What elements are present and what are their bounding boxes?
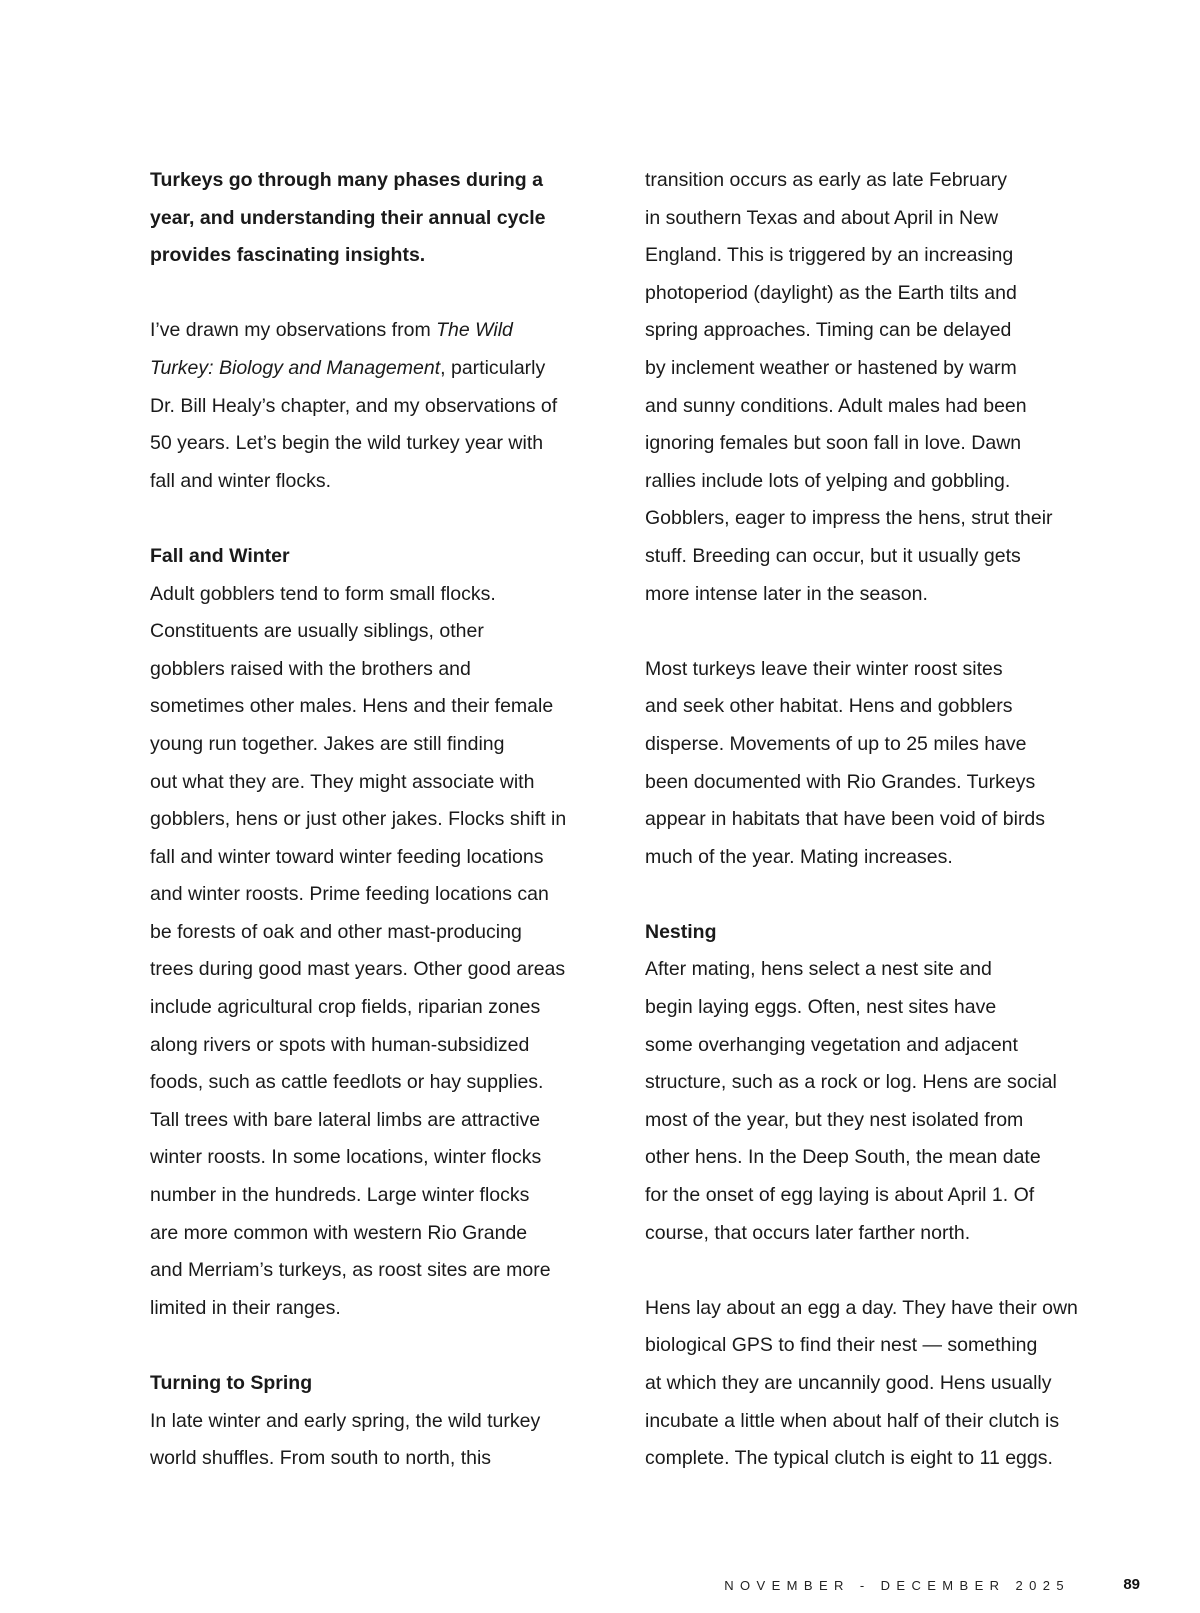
book-title-part-1: The Wild bbox=[436, 319, 513, 342]
text-line: stuff. Breeding can occur, but it usually gets bbox=[645, 544, 1021, 567]
text-line: limited in their ranges. bbox=[150, 1296, 341, 1319]
text-line: in southern Texas and about April in New bbox=[645, 206, 999, 229]
issue-date: NOVEMBER - DECEMBER 2025 bbox=[724, 1578, 1070, 1593]
text-line: most of the year, but they nest isolated from bbox=[645, 1108, 1024, 1131]
text-line: year, and understanding their annual cycle bbox=[150, 206, 546, 229]
source-line-1: I’ve drawn my observations from The Wild bbox=[150, 319, 513, 342]
source-line-2: Turkey: Biology and Management, particularly bbox=[150, 356, 546, 379]
fall-winter-heading: Fall and Winter bbox=[150, 544, 290, 567]
text-line: transition occurs as early as late February bbox=[645, 169, 1007, 191]
text-line: been documented with Rio Grandes. Turkeys bbox=[645, 770, 1036, 793]
page-footer bbox=[0, 1576, 1200, 1600]
text-line: 50 years. Let’s begin the wild turkey year with bbox=[150, 432, 544, 455]
text-line: out what they are. They might associate with bbox=[150, 770, 535, 793]
text-line: Turkeys go through many phases during a bbox=[150, 169, 543, 191]
text-line: appear in habitats that have been void of birds bbox=[645, 808, 1046, 831]
text-line: world shuffles. From south to north, this bbox=[150, 1447, 492, 1470]
text-line: by inclement weather or hastened by warm bbox=[645, 356, 1017, 379]
turning-spring-body bbox=[150, 1403, 600, 1478]
text-line: number in the hundreds. Large winter flocks bbox=[150, 1184, 530, 1207]
fall-winter-body bbox=[150, 576, 600, 1328]
text-line: winter roosts. In some locations, winter flocks bbox=[150, 1146, 542, 1169]
page-number: 89 bbox=[1123, 1576, 1140, 1593]
text-line: course, that occurs later farther north. bbox=[645, 1221, 971, 1244]
text-line: Hens lay about an egg a day. They have their own bbox=[645, 1296, 1078, 1319]
text-line: incubate a little when about half of their clutch is bbox=[645, 1409, 1060, 1432]
text-line: Adult gobblers tend to form small flocks. bbox=[150, 582, 496, 605]
source-paragraph bbox=[150, 312, 600, 500]
text-line: rallies include lots of yelping and gobbling. bbox=[645, 469, 1011, 492]
intro-paragraph bbox=[150, 162, 600, 275]
text-line: and seek other habitat. Hens and gobblers bbox=[645, 695, 1013, 718]
text-line: begin laying eggs. Often, nest sites have bbox=[645, 996, 997, 1019]
text-line: for the onset of egg laying is about April 1. Of bbox=[645, 1184, 1035, 1207]
text-line: and winter roosts. Prime feeding locations can bbox=[150, 883, 549, 906]
text-line: much of the year. Mating increases. bbox=[645, 845, 953, 868]
text-line: at which they are uncannily good. Hens usually bbox=[645, 1372, 1052, 1394]
text-line: structure, such as a rock or log. Hens are social bbox=[645, 1071, 1057, 1094]
text-line: In late winter and early spring, the wild turkey bbox=[150, 1409, 541, 1432]
turning-spring-heading: Turning to Spring bbox=[150, 1372, 313, 1394]
text-line: other hens. In the Deep South, the mean date bbox=[645, 1146, 1041, 1169]
text-line: be forests of oak and other mast-producing bbox=[150, 920, 522, 943]
text-line: Constituents are usually siblings, other bbox=[150, 620, 484, 643]
text-line: After mating, hens select a nest site and bbox=[645, 958, 992, 981]
spring-continued-paragraph bbox=[645, 162, 1100, 613]
text-line: ignoring females but soon fall in love. Dawn bbox=[645, 432, 1022, 455]
text-line: along rivers or spots with human-subsidized bbox=[150, 1033, 530, 1056]
text-line: complete. The typical clutch is eight to 11 eggs. bbox=[645, 1447, 1053, 1470]
dispersal-paragraph bbox=[645, 651, 1100, 877]
text-line: some overhanging vegetation and adjacent bbox=[645, 1033, 1018, 1056]
text-line: include agricultural crop fields, riparian zones bbox=[150, 996, 541, 1019]
text-line: England. This is triggered by an increasing bbox=[645, 244, 1014, 267]
fall-winter-section bbox=[150, 538, 600, 1327]
nesting-body bbox=[645, 951, 1100, 1252]
text-line: fall and winter flocks. bbox=[150, 469, 331, 492]
book-title-part-2: Turkey: Biology and Management bbox=[150, 356, 441, 379]
text-line: Most turkeys leave their winter roost sites bbox=[645, 657, 1003, 680]
text-line: photoperiod (daylight) as the Earth tilts and bbox=[645, 281, 1017, 304]
text-line: gobblers, hens or just other jakes. Flocks shift in bbox=[150, 808, 567, 831]
laying-paragraph bbox=[645, 1290, 1100, 1478]
text-line: gobblers raised with the brothers and bbox=[150, 657, 471, 680]
text-line: young run together. Jakes are still finding bbox=[150, 732, 505, 755]
text-line: fall and winter toward winter feeding locations bbox=[150, 845, 544, 868]
nesting-heading: Nesting bbox=[645, 920, 717, 943]
text-line: more intense later in the season. bbox=[645, 582, 928, 605]
text-line: Gobblers, eager to impress the hens, strut their bbox=[645, 507, 1053, 530]
text-line: biological GPS to find their nest — something bbox=[645, 1334, 1038, 1357]
text-line: are more common with western Rio Grande bbox=[150, 1221, 528, 1244]
text-line: provides fascinating insights. bbox=[150, 244, 426, 267]
nesting-section bbox=[645, 914, 1100, 1252]
text-line: Dr. Bill Healy’s chapter, and my observations of bbox=[150, 394, 558, 417]
text-line: disperse. Movements of up to 25 miles have bbox=[645, 732, 1027, 755]
right-column bbox=[645, 162, 1100, 1478]
text-line: foods, such as cattle feedlots or hay supplies. bbox=[150, 1071, 544, 1094]
text-line: Tall trees with bare lateral limbs are attractive bbox=[150, 1108, 541, 1131]
text-line: trees during good mast years. Other good areas bbox=[150, 958, 566, 981]
text-line: and sunny conditions. Adult males had been bbox=[645, 394, 1027, 417]
text-line: spring approaches. Timing can be delayed bbox=[645, 319, 1012, 342]
source-rest bbox=[150, 388, 600, 501]
text-line: and Merriam’s turkeys, as roost sites are more bbox=[150, 1259, 551, 1282]
text-line: sometimes other males. Hens and their female bbox=[150, 695, 554, 718]
left-column bbox=[150, 162, 600, 1478]
turning-spring-section bbox=[150, 1365, 600, 1478]
